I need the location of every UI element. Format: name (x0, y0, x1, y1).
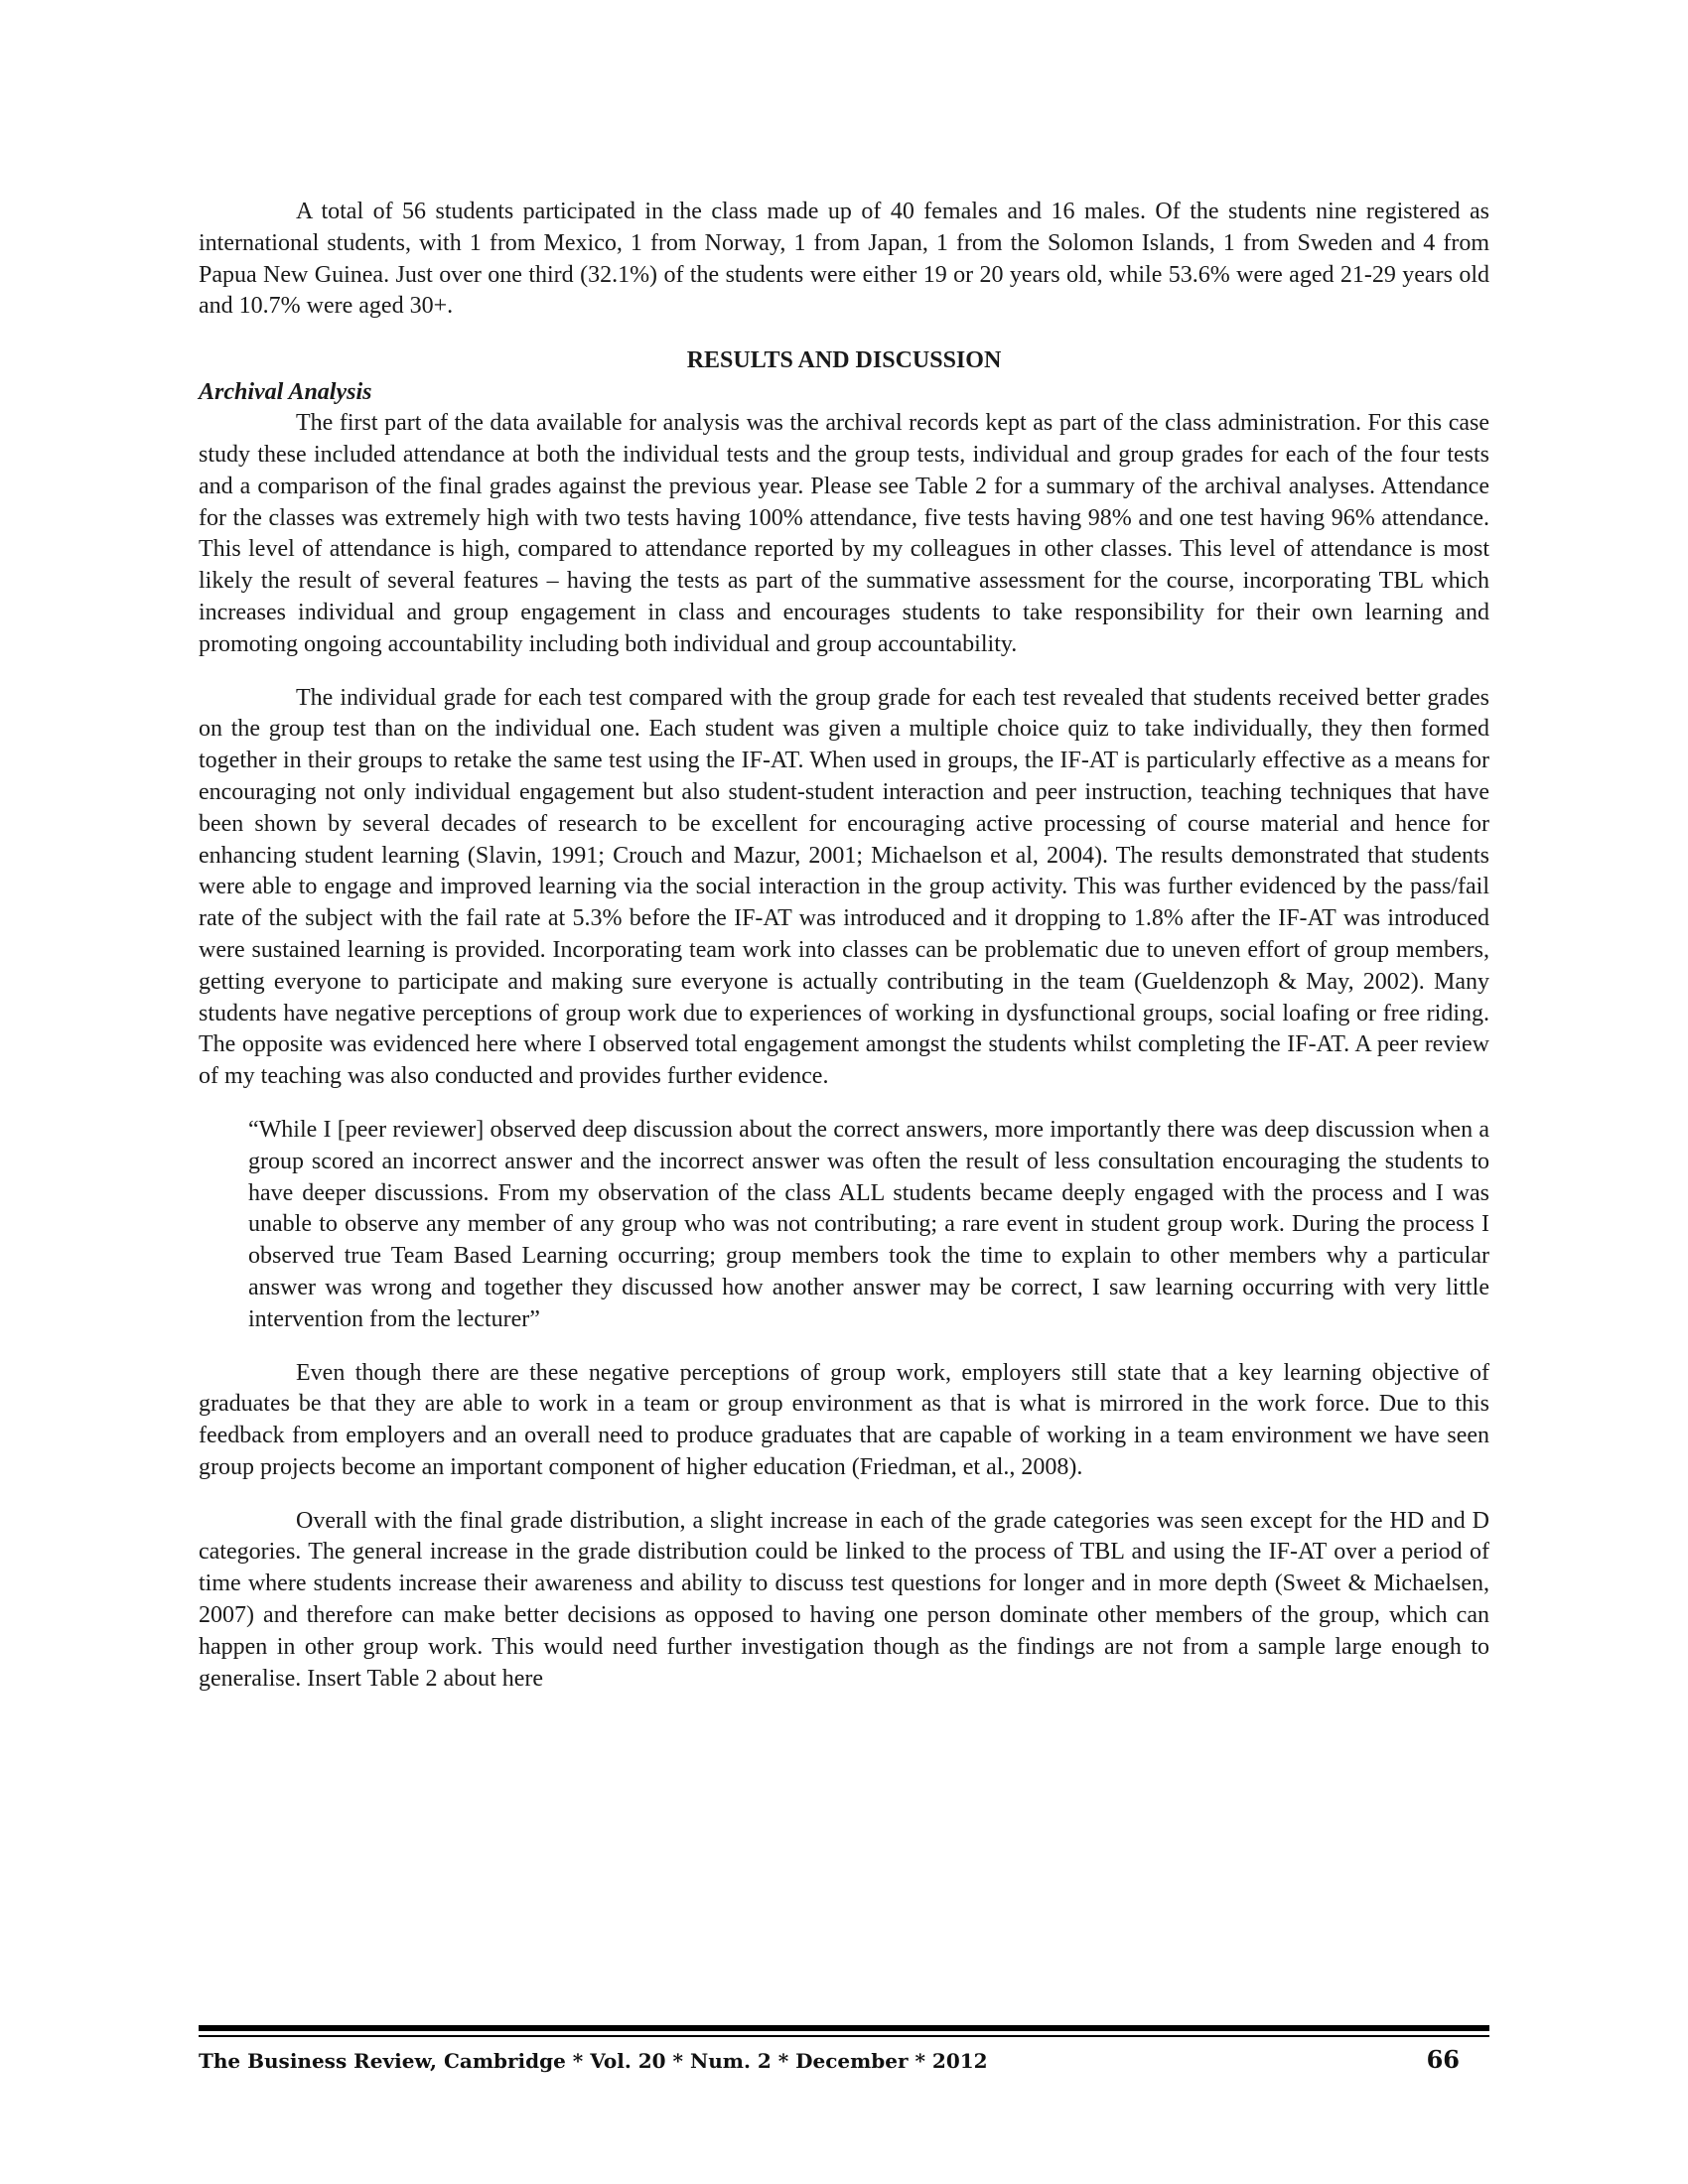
footer-rule-thin (199, 2035, 1489, 2037)
section-heading: RESULTS AND DISCUSSION (686, 347, 1002, 374)
page-footer (199, 2045, 1460, 2074)
paragraph-individual-grade: The individual grade for each test compared with the group grade for each test revealed that students received better grades on the group test than on the individual one. Each student was given a multiple choice quiz to take individually, they then formed together in their groups to retake the same test using the IF-AT. When used in groups, the IF-AT is particularly effective as a means for encouraging not only individual engagement but also student-student interaction and peer instruction, teaching techniques that have been shown by several decades of research to be excellent for encouraging active processing of course material and hence for enhancing student learning (Slavin, 1991; Crouch and Mazur, 2001; Michaelson et al, 2004). The results demonstrated that students were able to engage and improved learning via the social interaction in the group activity. This was further evidenced by the pass/fail rate of the subject with the fail rate at 5.3% before the IF-AT was introduced and it dropping to 1.8% after the IF-AT was introduced were sustained learning is provided. Incorporating team work into classes can be problematic due to uneven effort of group members, getting everyone to participate and making sure everyone is actually contributing in the team (Gueldenzoph & May, 2002). Many students have negative perceptions of group work due to experiences of working in dysfunctional groups, social loafing or free riding. The opposite was evidenced here where I observed total engagement amongst the students whilst completing the IF-AT. A peer review of my teaching was also conducted and provides further evidence. (199, 684, 1489, 1090)
paragraph-participants: A total of 56 students participated in the class made up of 40 females and 16 males. Of the students nine registered as international students, with 1 from Mexico, 1 from Norway, 1 from Japan, 1 from the Solomon Islands, 1 from Sweden and 4 from Papua New Guinea. Just over one third (32.1%) of the students were either 19 or 20 years old, while 53.6% were aged 21-29 years old and 10.7% were aged 30+. (199, 199, 1489, 320)
subheading: Archival Analysis (199, 379, 372, 406)
paragraph-overall: Overall with the final grade distribution, a slight increase in each of the grade categories was seen except for the HD and D categories. The general increase in the grade distribution could be linked to the process of TBL and using the IF-AT over a period of time where students increase their awareness and ability to discuss test questions for longer and in more depth (Sweet & Michaelsen, 2007) and therefore can make better decisions as opposed to having one person dominate other members of the group, which can happen in other group work. This would need further investigation though as the findings are not from a sample large enough to generalise. Insert Table 2 about here (199, 1507, 1489, 1692)
page-body (199, 197, 1489, 1695)
paragraph-archival: The first part of the data available for analysis was the archival records kept as part of the class administration. For this case study these included attendance at both the individual tests and the group tests, individual and group grades for each of the four tests and a comparison of the final grades against the previous year. Please see Table 2 for a summary of the archival analyses. Attendance for the classes was extremely high with two tests having 100% attendance, five tests having 98% and one test having 96% attendance. This level of attendance is high, compared to attendance reported by my colleagues in other classes. This level of attendance is most likely the result of several features – having the tests as part of the summative assessment for the course, incorporating TBL which increases individual and group engagement in class and encourages students to take responsibility for their own learning and promoting ongoing accountability including both individual and group accountability. (199, 410, 1489, 657)
paragraph-employers: Even though there are these negative perceptions of group work, employers still state that a key learning objective of graduates be that they are able to work in a team or group environment as that is what is mirrored in the work force. Due to this feedback from employers and an overall need to produce graduates that are capable of working in a team environment we have seen group projects become an important component of higher education (Friedman, et al., 2008). (199, 1359, 1489, 1480)
block-quote: “While I [peer reviewer] observed deep discussion about the correct answers, more importantly there was deep discussion when a group scored an incorrect answer and the incorrect answer was often the result of less consultation encouraging the students to have deeper discussions. From my observation of the class ALL students became deeply engaged with the process and I was unable to observe any member of any group who was not contributing; a rare event in student group work. During the process I observed true Team Based Learning occurring; group members took the time to explain to other members why a particular answer was wrong and together they discussed how another answer may be correct, I saw learning occurring with very little intervention from the lecturer” (248, 1116, 1489, 1332)
journal-citation: The Business Review, Cambridge * Vol. 20 * Num. 2 * December * 2012 (199, 2049, 988, 2073)
footer-rule (199, 2025, 1489, 2031)
page-number: 66 (1426, 2045, 1460, 2074)
